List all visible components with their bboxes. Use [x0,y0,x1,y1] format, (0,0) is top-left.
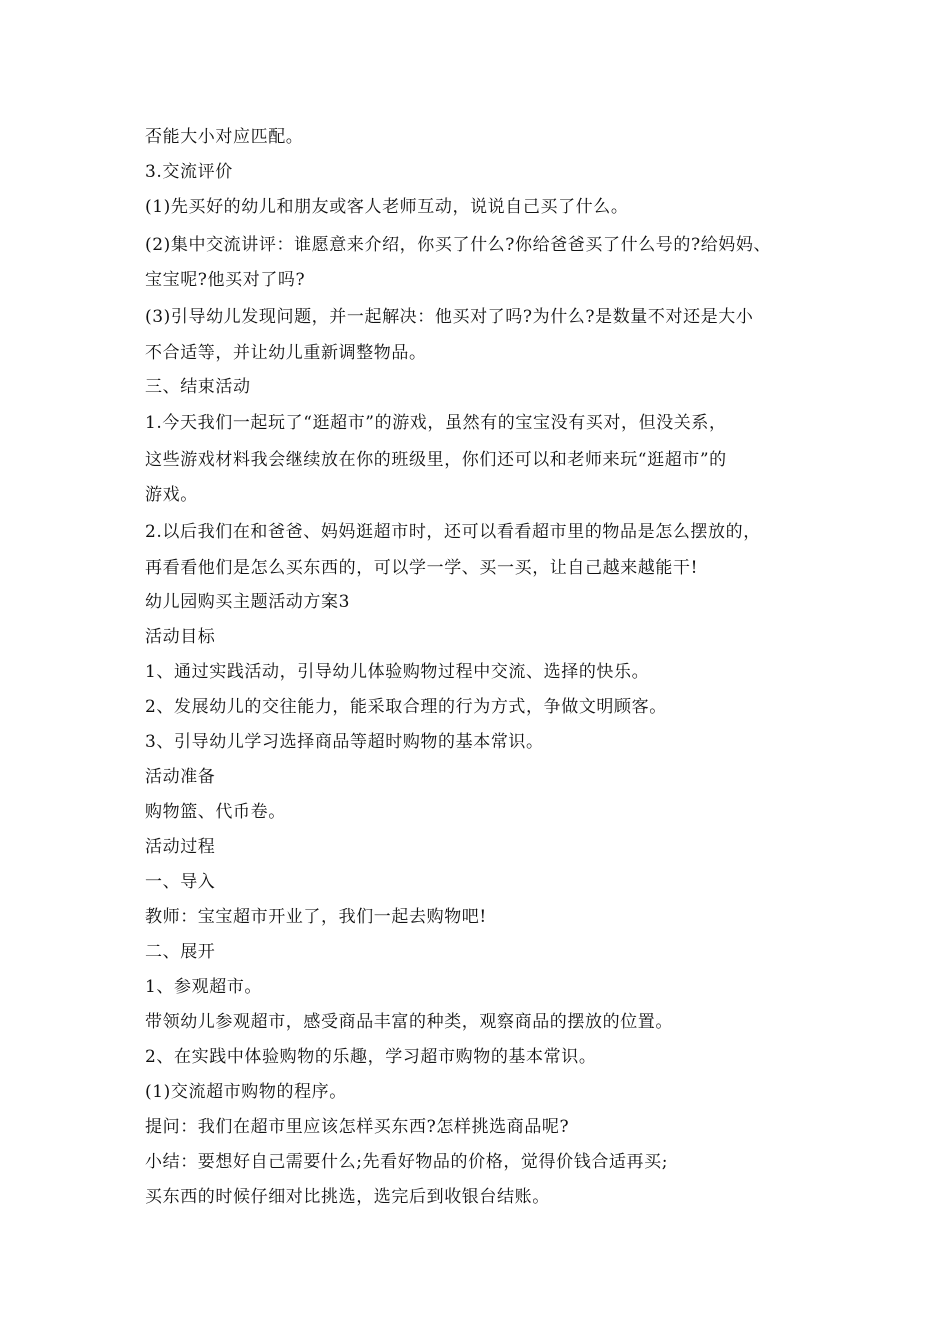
text-line: 否能大小对应匹配。 [145,127,304,147]
list-item: 2、在实践中体验购物的乐趣，学习超市购物的基本常识。 [145,1047,597,1067]
text-line: 再看看他们是怎么买东西的，可以学一学、买一买，让自己越来越能干! [145,558,699,578]
text-line: 小结：要想好自己需要什么;先看好物品的价格，觉得价钱合适再买; [145,1152,669,1172]
text-line: 这些游戏材料我会继续放在你的班级里，你们还可以和老师来玩“逛超市”的 [145,450,727,470]
section-title: 幼儿园购买主题活动方案3 [145,592,351,612]
list-item: 1、参观超市。 [145,977,263,997]
text-line: (1)先买好的幼儿和朋友或客人老师互动，说说自己买了什么。 [145,197,629,217]
list-item: 2、发展幼儿的交往能力，能采取合理的行为方式，争做文明顾客。 [145,697,667,717]
section-heading: 活动过程 [145,837,216,857]
section-heading: 一、导入 [145,872,216,892]
section-heading: 三、结束活动 [145,377,251,397]
list-item: 3、引导幼儿学习选择商品等超时购物的基本常识。 [145,732,544,752]
text-line: 宝宝呢?他买对了吗? [145,270,306,290]
text-line: 游戏。 [145,485,198,505]
text-line: 1.今天我们一起玩了“逛超市”的游戏，虽然有的宝宝没有买对，但没关系， [145,413,727,433]
text-line: 购物篮、代币卷。 [145,802,286,822]
section-heading: 活动准备 [145,767,216,787]
text-line: 买东西的时候仔细对比挑选，选完后到收银台结账。 [145,1187,550,1207]
text-line: 不合适等，并让幼儿重新调整物品。 [145,343,427,363]
text-line: 3.交流评价 [145,162,233,182]
list-item: (1)交流超市购物的程序。 [145,1082,347,1102]
text-line: (2)集中交流讲评：谁愿意来介绍，你买了什么?你给爸爸买了什么号的?给妈妈、 [145,235,772,255]
text-line: 教师：宝宝超市开业了，我们一起去购物吧! [145,907,487,927]
section-heading: 活动目标 [145,627,216,647]
list-item: 1、通过实践活动，引导幼儿体验购物过程中交流、选择的快乐。 [145,662,650,682]
text-line: 带领幼儿参观超市，感受商品丰富的种类，观察商品的摆放的位置。 [145,1012,673,1032]
text-line: 提问：我们在超市里应该怎样买东西?怎样挑选商品呢? [145,1117,570,1137]
section-heading: 二、展开 [145,942,216,962]
text-line: 2.以后我们在和爸爸、妈妈逛超市时，还可以看看超市里的物品是怎么摆放的， [145,522,761,542]
text-line: (3)引导幼儿发现问题，并一起解决：他买对了吗?为什么?是数量不对还是大小 [145,307,754,327]
